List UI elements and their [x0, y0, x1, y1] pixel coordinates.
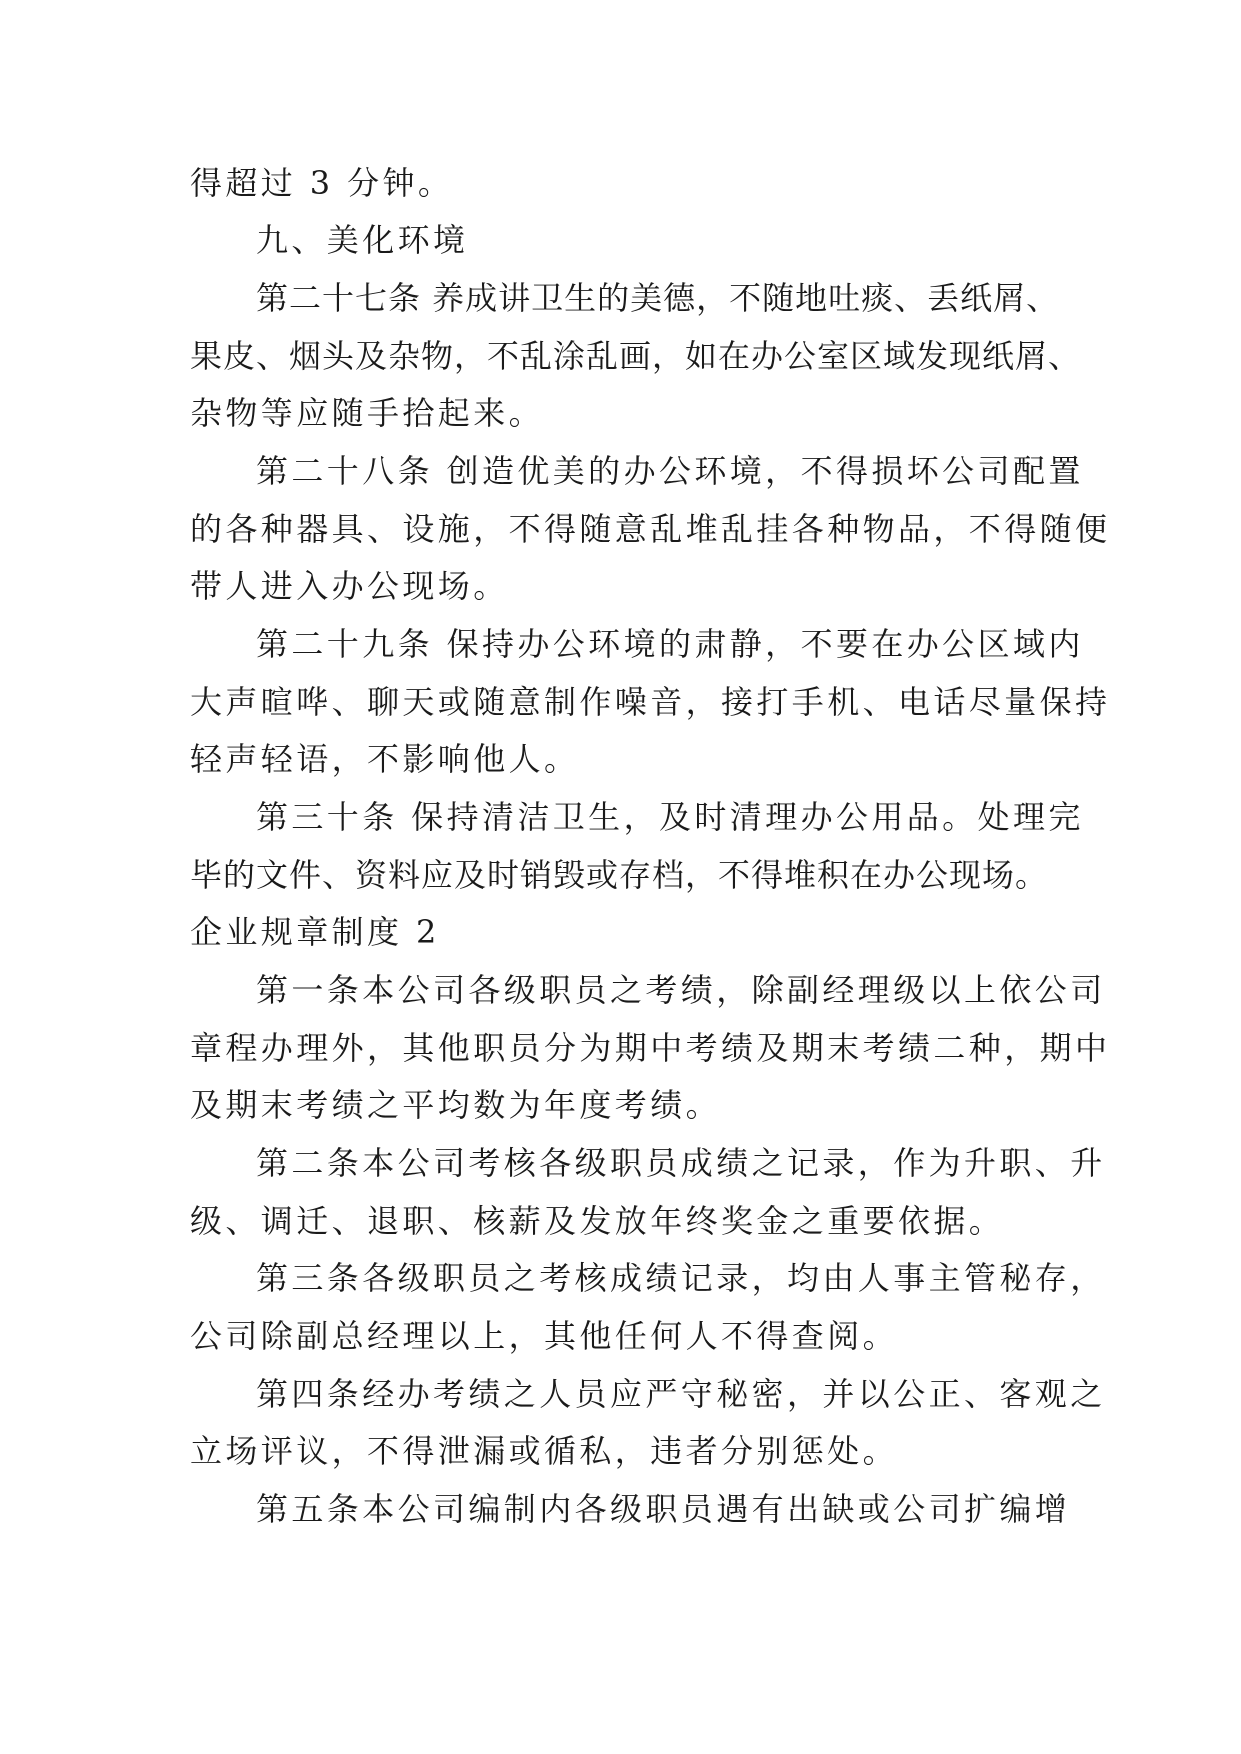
text-line: 大声暄哗、聊天或随意制作噪音，接打手机、电话尽量保持 [190, 683, 1111, 721]
text-line: 果皮、烟头及杂物，不乱涂乱画，如在办公室区域发现纸屑、 [190, 337, 1082, 375]
text-line: 章程办理外，其他职员分为期中考绩及期末考绩二种，期中 [190, 1029, 1111, 1067]
text-line: 毕的文件、资料应及时销毁或存档，不得堆积在办公现场。 [190, 856, 1049, 894]
text-line: 第二十九条 保持办公环境的肃静，不要在办公区域内 [256, 625, 1084, 663]
text-line: 带人进入办公现场。 [190, 567, 509, 605]
text-line: 第一条本公司各级职员之考绩，除副经理级以上依公司 [256, 971, 1106, 1009]
text-line: 得超过 3 分钟。 [190, 164, 454, 202]
document-heading: 企业规章制度 2 [190, 913, 440, 951]
text-line: 第五条本公司编制内各级职员遇有出缺或公司扩编增 [256, 1490, 1071, 1528]
text-line: 及期末考绩之平均数为年度考绩。 [190, 1086, 722, 1124]
text-line: 第二条本公司考核各级职员成绩之记录，作为升职、升 [256, 1144, 1106, 1182]
text-line: 第四条经办考绩之人员应严守秘密，并以公正、客观之 [256, 1375, 1106, 1413]
text-line: 立场评议，不得泄漏或循私，违者分别惩处。 [190, 1432, 899, 1470]
text-line: 第二十七条 养成讲卫生的美德，不随地吐痰、丢纸屑、 [256, 279, 1060, 317]
text-line: 轻声轻语，不影响他人。 [190, 740, 580, 778]
text-line: 级、调迁、退职、核薪及发放年终奖金之重要依据。 [190, 1202, 1005, 1240]
text-line: 的各种器具、设施，不得随意乱堆乱挂各种物品，不得随便 [190, 510, 1111, 548]
text-line: 第三条各级职员之考核成绩记录，均由人事主管秘存， [256, 1259, 1106, 1297]
section-heading: 九、美化环境 [256, 221, 469, 259]
text-line: 第二十八条 创造优美的办公环境，不得损坏公司配置 [256, 452, 1084, 490]
text-line: 公司除副总经理以上，其他任何人不得查阅。 [190, 1317, 899, 1355]
text-line: 第三十条 保持清洁卫生，及时清理办公用品。处理完 [256, 798, 1084, 836]
text-line: 杂物等应随手拾起来。 [190, 394, 545, 432]
